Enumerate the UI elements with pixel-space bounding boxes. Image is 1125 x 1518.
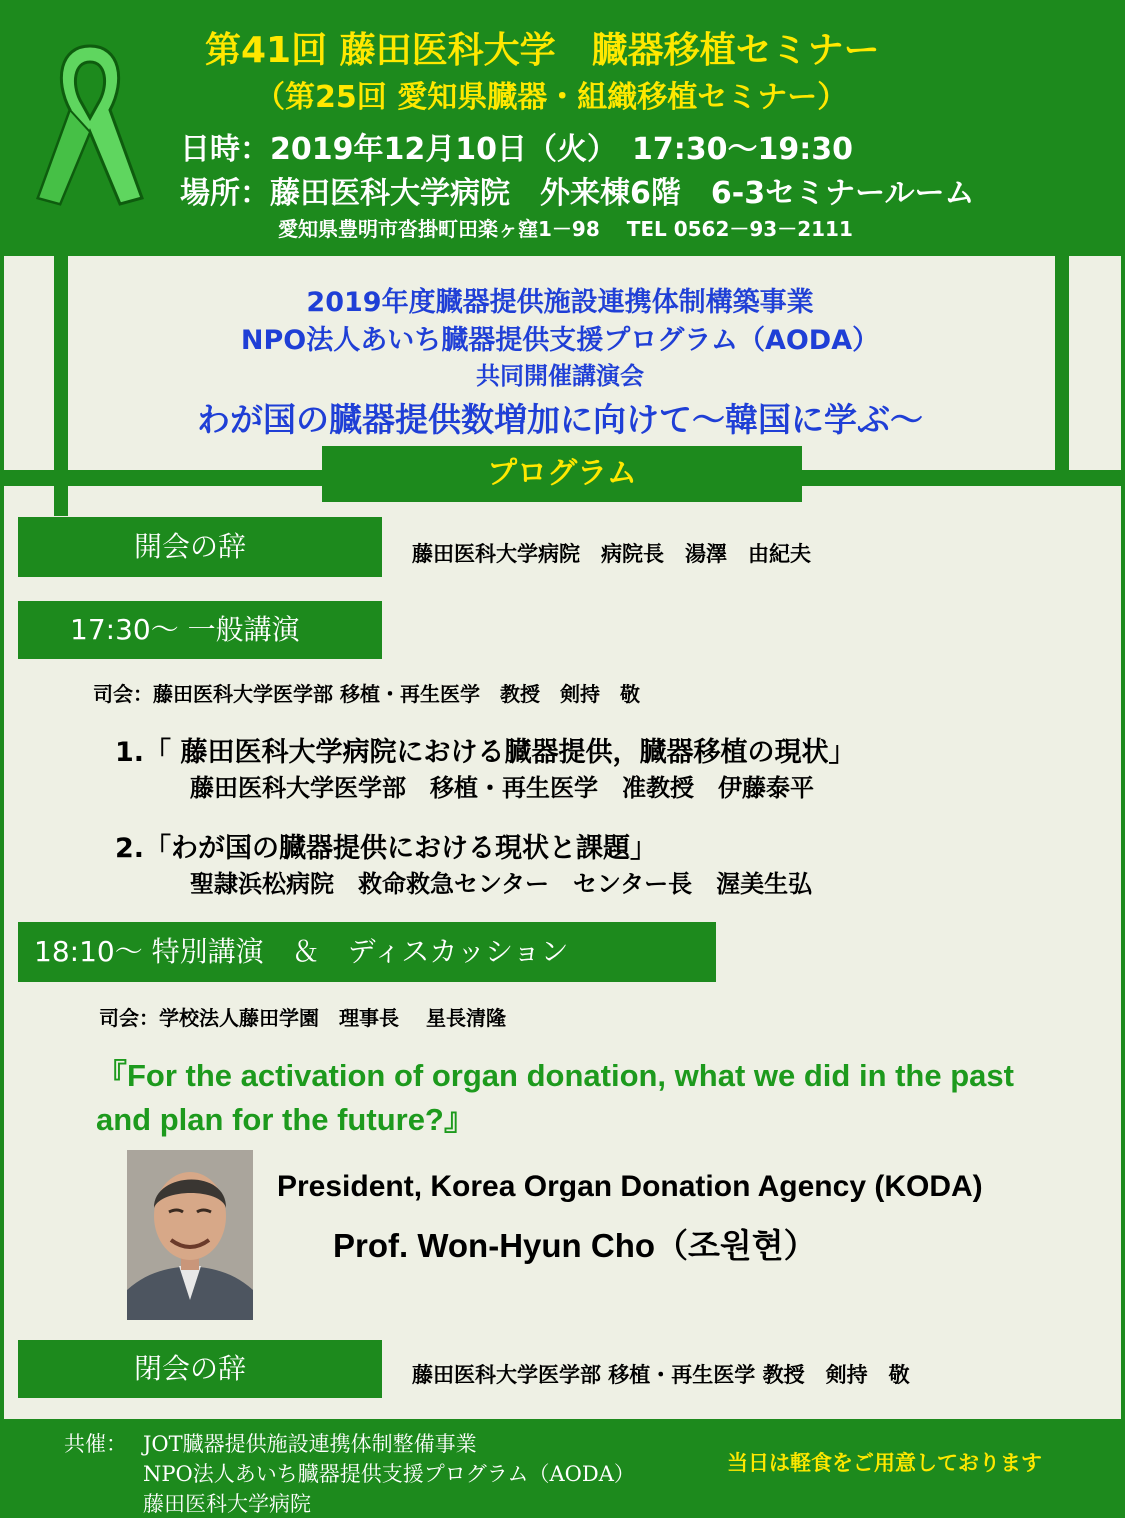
special-lecture-label: 18:10〜 特別講演 ＆ ディスカッション <box>18 922 716 982</box>
green-ribbon-icon <box>30 40 150 210</box>
special-lecture-title: 『For the activation of organ donation, what we did in the past and plan for the future?』 <box>96 1058 1014 1137</box>
event-venue: 場所：藤田医科大学病院 外来棟6階 6-3セミナールーム <box>180 176 975 211</box>
seminar-subtitle: （第25回 愛知県臓器・組織移植セミナー） <box>255 80 848 115</box>
cosponsor-label: 共催： <box>64 1432 127 1456</box>
talk-1-title: 1.「 藤田医科大学病院における臓器提供，臓器移植の現状」 <box>115 737 856 768</box>
general-moderator: 司会：藤田医科大学医学部 移植・再生医学 教授 剣持 敬 <box>93 682 640 706</box>
speaker-role: President, Korea Organ Donation Agency (KODA) <box>277 1170 983 1203</box>
closing-speaker: 藤田医科大学医学部 移植・再生医学 教授 剣持 敬 <box>412 1363 910 1387</box>
right-frame-bar <box>1055 256 1069 470</box>
talk-1-speaker: 藤田医科大学医学部 移植・再生医学 准教授 伊藤泰平 <box>190 774 814 802</box>
event-address: 愛知県豊明市沓掛町田楽ヶ窪1－98 TEL 0562－93－2111 <box>278 217 853 241</box>
intro-line-1: 2019年度臓器提供施設連携体制構築事業 <box>306 287 814 318</box>
cosponsor-2: NPO法人あいち臓器提供支援プログラム（AODA） <box>143 1462 635 1486</box>
special-moderator: 司会：学校法人藤田学園 理事長 星長清隆 <box>99 1006 506 1030</box>
talk-2-title: 2.「わが国の臓器提供における現状と課題」 <box>115 833 658 864</box>
cosponsor-3: 藤田医科大学病院 <box>143 1492 311 1516</box>
speaker-name: Prof. Won-Hyun Cho（조원현） <box>333 1227 817 1264</box>
seminar-title: 第41回 藤田医科大学 臓器移植セミナー <box>205 30 880 71</box>
intro-line-3: 共同開催講演会 <box>476 362 644 390</box>
opening-speaker: 藤田医科大学病院 病院長 湯澤 由紀夫 <box>412 542 811 566</box>
general-lecture-label: 17:30〜 一般講演 <box>18 601 382 659</box>
intro-line-2: NPO法人あいち臓器提供支援プログラム（AODA） <box>240 325 880 356</box>
cosponsor-1: JOT臓器提供施設連携体制整備事業 <box>143 1432 477 1456</box>
program-heading: プログラム <box>322 446 802 502</box>
opening-remarks-label: 開会の辞 <box>18 517 382 577</box>
speaker-photo <box>127 1150 253 1320</box>
refreshments-note: 当日は軽食をご用意しております <box>727 1451 1042 1475</box>
event-datetime: 日時：2019年12月10日（火） 17:30〜19:30 <box>180 132 853 167</box>
closing-remarks-label: 閉会の辞 <box>18 1340 382 1398</box>
talk-2-speaker: 聖隷浜松病院 救命救急センター センター長 渥美生弘 <box>190 870 813 898</box>
lecture-headline: わが国の臓器提供数増加に向けて〜韓国に学ぶ〜 <box>197 400 923 439</box>
